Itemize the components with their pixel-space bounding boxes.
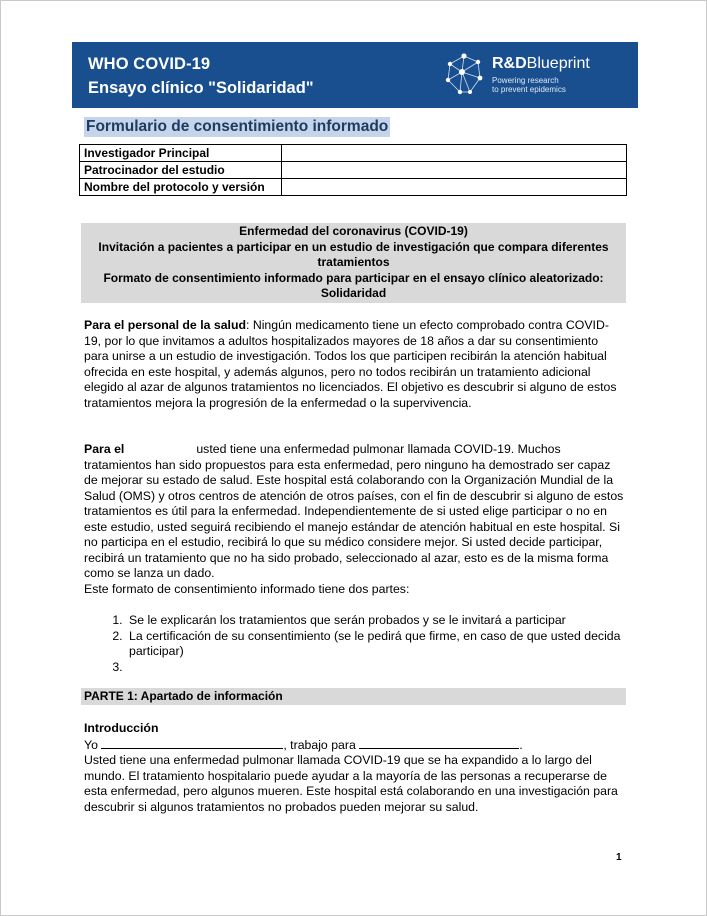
yo-line: Yo , trabajo para . [84, 738, 523, 752]
sponsor-value[interactable] [282, 162, 627, 179]
network-logo-icon [440, 50, 488, 100]
list-item: 2. La certificación de su consentimiento (se le pedirá que firme, en caso de que usted decida participar) [126, 629, 666, 660]
invitation-header-box [81, 223, 626, 303]
name-blank[interactable] [101, 737, 283, 749]
protocol-label: Nombre del protocolo y versión [80, 179, 282, 196]
protocol-value[interactable] [282, 179, 627, 196]
patient-paragraph: Para el usted tiene una enfermedad pulmonar llamada COVID-19. Muchos tratamientos han sido propuestos para esta enfermedad, pero ninguno ha demostrado ser capaz de mejorar su estado de salud. Este hospital está colaborando con la Organización Mundial de la Salud (OMS) y otros centros de atención de otros países, con el fin de descubrir si alguno de estos tratamientos es útil para la enfermedad. Independientemente de si usted elige participar o no en este estudio, usted seguirá recibiendo el manejo estándar de atención habitual en este hospital. Si no participa en el estudio, recibirá lo que su médico considere mejor. Si usted decide participar, recibirá un tratamiento que no ha sido probado, seleccionado al azar, esto es de la misma forma como se lanza un dado. Este formato de consentimiento informado tiene dos partes: [84, 442, 624, 596]
header-banner [72, 42, 638, 108]
list-item [126, 660, 666, 676]
consent-format-heading: Formato de consentimiento informado para participar en el ensayo clínico aleatorizado: Solidaridad [103, 270, 604, 300]
form-title: Formulario de consentimiento informado [86, 118, 389, 135]
banner-title-line2: Ensayo clínico "Solidaridad" [88, 79, 314, 97]
part1-heading: PARTE 1: Apartado de información [81, 688, 626, 705]
institution-blank[interactable] [359, 737, 519, 749]
page-number: 1 [616, 852, 622, 863]
consent-parts-list [84, 613, 666, 675]
list-item: 1. Se le explicarán los tratamientos que serán probados y se le invitará a participar [126, 613, 666, 629]
parts-intro: Este formato de consentimiento informado tiene dos partes: [84, 581, 410, 596]
intro-heading: Introducción [84, 721, 159, 735]
table-row [80, 179, 627, 196]
table-row [80, 162, 627, 179]
staff-paragraph: Para el personal de la salud: Ningún medicamento tiene un efecto comprobado contra COVID-19, por lo que invitamos a adultos hospitalizados mayores de 18 años a dar su consentimiento para unirse a un estudio de investigación. Todos los que participen recibirán la atención habitual ofrecida en este hospital, y además algunos, pero no todos recibirán un tratamiento adicional elegido al azar de algunos tratamientos no licenciados. El objetivo es descubrir si alguno de estos tratamientos mejora la progresión de la enfermedad o la supervivencia. [84, 318, 617, 410]
study-info-table [79, 144, 627, 196]
invitation-heading: Invitación a pacientes a participar en un estudio de investigación que compara diferentes tratamientos [98, 239, 609, 269]
disease-heading: Enfermedad del coronavirus (COVID-19) [239, 224, 468, 238]
intro-paragraph: Usted tiene una enfermedad pulmonar llamada COVID-19 que se ha expandido a lo largo del mundo. El tratamiento hospitalario puede ayudar a la mayoría de las personas a recuperarse de esta enfermedad, pero algunos mueren. Este hospital está colaborando en una investigación para descubrir si algunos tratamientos no probados pueden mejorar su salud. [84, 753, 618, 814]
logo-wordmark: R&DBlueprint [492, 55, 590, 72]
logo-tagline: Powering research to prevent epidemics [492, 76, 566, 94]
table-row [80, 145, 627, 162]
sponsor-label: Patrocinador del estudio [80, 162, 282, 179]
investigator-label: Investigador Principal [80, 145, 282, 162]
banner-title-line1: WHO COVID-19 [88, 55, 211, 73]
investigator-value[interactable] [282, 145, 627, 162]
